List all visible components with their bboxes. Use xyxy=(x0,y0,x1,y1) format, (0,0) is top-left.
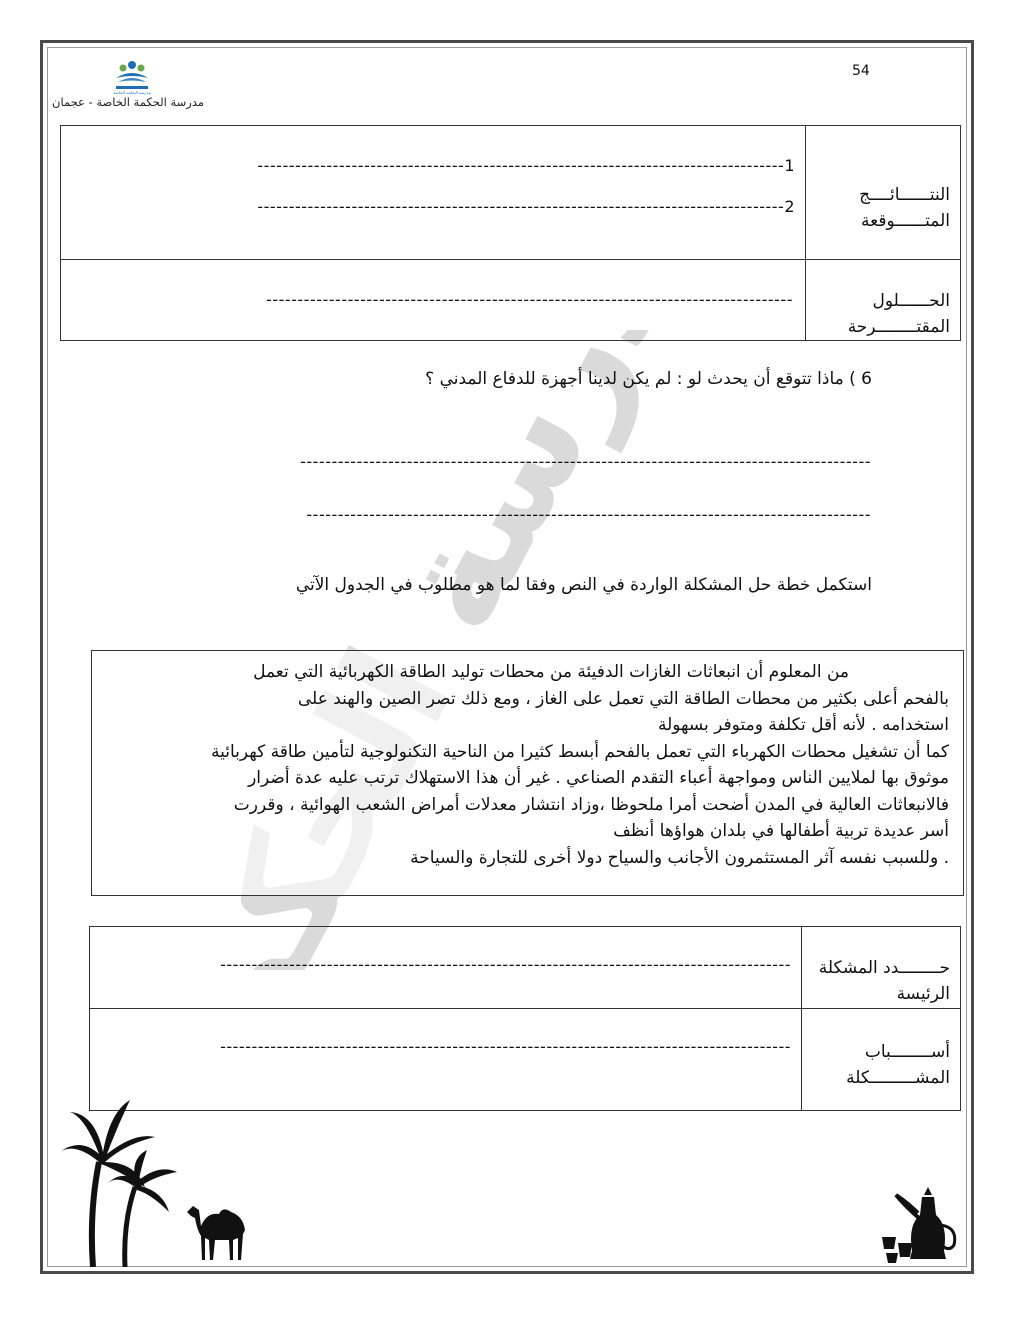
answer-line[interactable]: ------------------------------------------------------------------------------------------- xyxy=(220,1037,791,1056)
main-problem-answer[interactable] xyxy=(90,927,802,1009)
coffee-pot-icon xyxy=(878,1185,963,1265)
answer-line[interactable]: ------------------------------------------------------------------------------------------- xyxy=(220,955,791,974)
q6-answer-line-2[interactable]: ------------------------------------------------------------------------------------------ xyxy=(306,505,871,524)
label-main-problem: حــــــــدد المشكلة الرئيسة xyxy=(802,927,961,1009)
palm-trees-icon xyxy=(55,1092,185,1267)
problem-table xyxy=(89,926,961,1111)
passage-line: . وللسبب نفسه آثر المستثمرون الأجانب والسياح دولا أخرى للتجارة والسياحة xyxy=(410,847,949,868)
question-6: 6 ) ماذا تتوقع أن يحدث لو : لم يكن لدينا أجهزة للدفاع المدني ؟ xyxy=(425,369,872,389)
expected-results-table xyxy=(60,125,961,341)
page-number: 54 xyxy=(852,63,870,79)
camel-icon xyxy=(183,1200,253,1262)
label-proposed-solutions: الحــــــلول المقتــــــــرحة xyxy=(806,260,961,341)
problem-causes-answer[interactable] xyxy=(90,1009,802,1111)
passage-line: استخدامه . لأنه أقل تكلفة ومتوفر بسهولة xyxy=(657,715,949,735)
instruction-text: استكمل خطة حل المشكلة الواردة في النص وفقا لما هو مطلوب في الجدول الآتي xyxy=(295,575,872,595)
label-expected-results: النتــــــائــــج المتــــــوقعة xyxy=(806,126,961,260)
answer-line[interactable]: ------------------------------------------------------------------------------------ xyxy=(266,290,793,309)
proposed-solutions-answer[interactable] xyxy=(61,260,806,341)
passage-line: موثوق بها لملايين الناس ومواجهة أعباء التقدم الصناعي . غير أن هذا الاستهلاك ترتب عليه عدة أضرار xyxy=(248,768,949,788)
school-logo xyxy=(108,56,156,100)
reading-passage xyxy=(91,650,964,896)
passage-line: بالفحم أعلى بكثير من محطات الطاقة التي تعمل على الغاز ، ومع ذلك تصر الصين والهند على xyxy=(297,688,949,709)
school-name: مدرسة الحكمة الخاصة - عجمان xyxy=(52,95,205,109)
passage-line: من المعلوم أن انبعاثات الغازات الدفيئة من محطات توليد الطاقة الكهربائية التي تعمل xyxy=(253,662,849,682)
answer-line[interactable]: 2------------------------------------------------------------------------------------ xyxy=(257,197,795,216)
passage-line: أسر عديدة تربية أطفالها في بلدان هواؤها أنظف xyxy=(613,821,949,841)
passage-line: كما أن تشغيل محطات الكهرباء التي تعمل بالفحم أبسط كثيرا من الناحية التكنولوجية لتأمين طاقة كهربائية xyxy=(211,741,949,762)
logo-text: مدرسة الحكمة الخاصة xyxy=(113,90,151,95)
passage-line: فالانبعاثات العالية في المدن أضحت أمرا ملحوظا ،وزاد انتشار معدلات أمراض الشعب الهوائية ، وقررت xyxy=(233,794,949,815)
answer-line[interactable]: 1------------------------------------------------------------------------------------ xyxy=(257,156,795,175)
expected-results-answer[interactable] xyxy=(61,126,806,260)
label-problem-causes: أســــــــباب المشـــــــــكلة xyxy=(802,1009,961,1111)
q6-answer-line-1[interactable]: ------------------------------------------------------------------------------------------- xyxy=(300,452,871,471)
